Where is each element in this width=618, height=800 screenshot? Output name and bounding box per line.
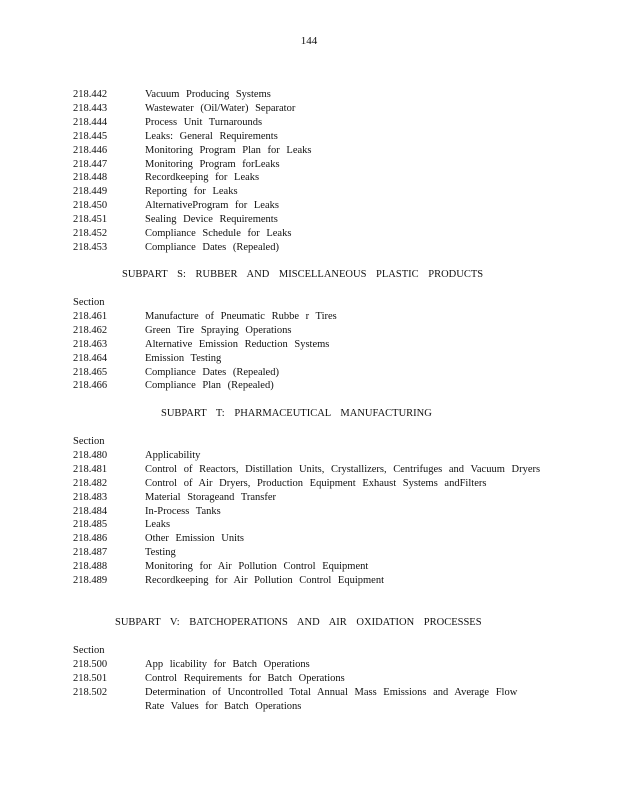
subpart-s-list	[73, 296, 543, 393]
toc-row	[73, 338, 543, 352]
toc-row	[73, 658, 543, 672]
section-title: Compliance Dates (Repealed)	[145, 241, 279, 253]
section-number: 218.446	[73, 144, 108, 156]
toc-row	[73, 491, 543, 505]
section-number: 218.501	[73, 672, 108, 684]
section-title: Sealing Device Requirements	[145, 214, 278, 226]
toc-row	[73, 477, 543, 491]
section-number: 218.466	[73, 380, 108, 392]
section-title: App licability for Batch Operations	[145, 658, 310, 670]
subpart-v-list	[73, 644, 543, 714]
toc-row	[73, 379, 543, 393]
section-number: 218.482	[73, 477, 108, 489]
toc-row	[73, 532, 543, 546]
section-title: Leaks	[145, 519, 171, 531]
section-title: Control of Air Dryers, Production Equipment Exhaust Systems andFilters	[145, 477, 487, 489]
toc-row	[73, 518, 543, 532]
section-number: 218.444	[73, 116, 108, 128]
section-number: 218.463	[73, 338, 108, 350]
section-label: Section	[73, 436, 105, 447]
toc-row	[73, 199, 543, 213]
subpart-t-heading: SUBPART T: PHARMACEUTICAL MANUFACTURING	[161, 408, 432, 419]
toc-row	[73, 185, 543, 199]
section-title: Control of Reactors, Distillation Units, Crystallizers, Centrifuges and Vacuum Dryers	[145, 463, 541, 475]
section-title: Determination of Uncontrolled Total Annual Mass Emissions and Average Flow Rate Values for Batch Operations	[145, 686, 518, 712]
toc-row	[73, 546, 543, 560]
toc-row	[73, 686, 543, 714]
toc-row	[73, 213, 543, 227]
section-title: Green Tire Spraying Operations	[145, 324, 292, 336]
section-title: Compliance Dates (Repealed)	[145, 366, 279, 378]
section-number: 218.445	[73, 130, 108, 142]
section-label: Section	[73, 297, 105, 308]
page-number: 144	[300, 35, 318, 47]
section-number: 218.486	[73, 533, 108, 545]
section-label: Section	[73, 645, 105, 656]
section-title: Process Unit Turnarounds	[145, 116, 263, 128]
section-number: 218.464	[73, 352, 108, 364]
subpart-t-list	[73, 435, 543, 588]
toc-row	[73, 463, 543, 477]
toc-row	[73, 130, 543, 144]
toc-row	[73, 102, 543, 116]
section-title: Manufacture of Pneumatic Rubbe r Tires	[145, 310, 337, 322]
toc-row	[73, 574, 543, 588]
section-number: 218.447	[73, 158, 108, 170]
section-title: Alternative Emission Reduction Systems	[145, 338, 330, 350]
section-number: 218.483	[73, 491, 108, 503]
section-number: 218.485	[73, 519, 108, 531]
section-number: 218.449	[73, 186, 108, 198]
toc-row	[73, 324, 543, 338]
section-title: Emission Testing	[145, 352, 222, 364]
section-number: 218.462	[73, 324, 108, 336]
section-title: Other Emission Units	[145, 533, 244, 545]
section-number: 218.465	[73, 366, 108, 378]
section-title: Material Storageand Transfer	[145, 491, 277, 503]
toc-row	[73, 227, 543, 241]
toc-row	[73, 144, 543, 158]
section-title: AlternativeProgram for Leaks	[145, 200, 279, 212]
section-title: Compliance Schedule for Leaks	[145, 228, 292, 240]
section-title: In-Process Tanks	[145, 505, 221, 517]
section-number: 218.488	[73, 561, 108, 573]
section-title: Monitoring Program forLeaks	[145, 158, 280, 170]
section-number: 218.481	[73, 463, 108, 475]
section-title: Monitoring for Air Pollution Control Equipment	[145, 561, 369, 573]
section-number: 218.502	[73, 686, 108, 698]
section-title: Reporting for Leaks	[145, 186, 238, 198]
section-number: 218.489	[73, 575, 108, 587]
section-number: 218.443	[73, 102, 108, 114]
toc-row	[73, 88, 543, 102]
section-title: Monitoring Program Plan for Leaks	[145, 144, 312, 156]
section-number: 218.450	[73, 200, 108, 212]
section-number: 218.461	[73, 310, 108, 322]
toc-row	[73, 449, 543, 463]
subpart-r-list	[73, 88, 543, 255]
section-number: 218.487	[73, 547, 108, 559]
toc-row	[73, 241, 543, 255]
section-title: Applicability	[145, 449, 201, 461]
toc-row	[73, 310, 543, 324]
toc-row	[73, 366, 543, 380]
section-number: 218.448	[73, 172, 108, 184]
section-number: 218.452	[73, 228, 108, 240]
subpart-s-heading: SUBPART S: RUBBER AND MISCELLANEOUS PLASTIC PRODUCTS	[122, 269, 484, 280]
section-title: Compliance Plan (Repealed)	[145, 380, 274, 392]
section-title: Wastewater (Oil/Water) Separator	[145, 102, 296, 114]
toc-row	[73, 158, 543, 172]
toc-row	[73, 352, 543, 366]
subpart-v-heading: SUBPART V: BATCHOPERATIONS AND AIR OXIDATION PROCESSES	[115, 617, 482, 628]
toc-row	[73, 116, 543, 130]
toc-row	[73, 672, 543, 686]
toc-row	[73, 560, 543, 574]
toc-row	[73, 171, 543, 185]
section-number: 218.480	[73, 449, 108, 461]
section-title: Vacuum Producing Systems	[145, 89, 271, 100]
toc-row	[73, 505, 543, 519]
section-number: 218.484	[73, 505, 108, 517]
section-number: 218.500	[73, 658, 108, 670]
section-title: Control Requirements for Batch Operations	[145, 672, 345, 684]
section-number: 218.451	[73, 214, 108, 226]
section-number: 218.453	[73, 241, 108, 253]
section-title: Leaks: General Requirements	[145, 130, 278, 142]
section-number: 218.442	[73, 89, 108, 100]
section-title: Recordkeeping for Air Pollution Control Equipment	[145, 575, 385, 587]
section-title: Recordkeeping for Leaks	[145, 172, 260, 184]
section-title: Testing	[145, 547, 176, 559]
